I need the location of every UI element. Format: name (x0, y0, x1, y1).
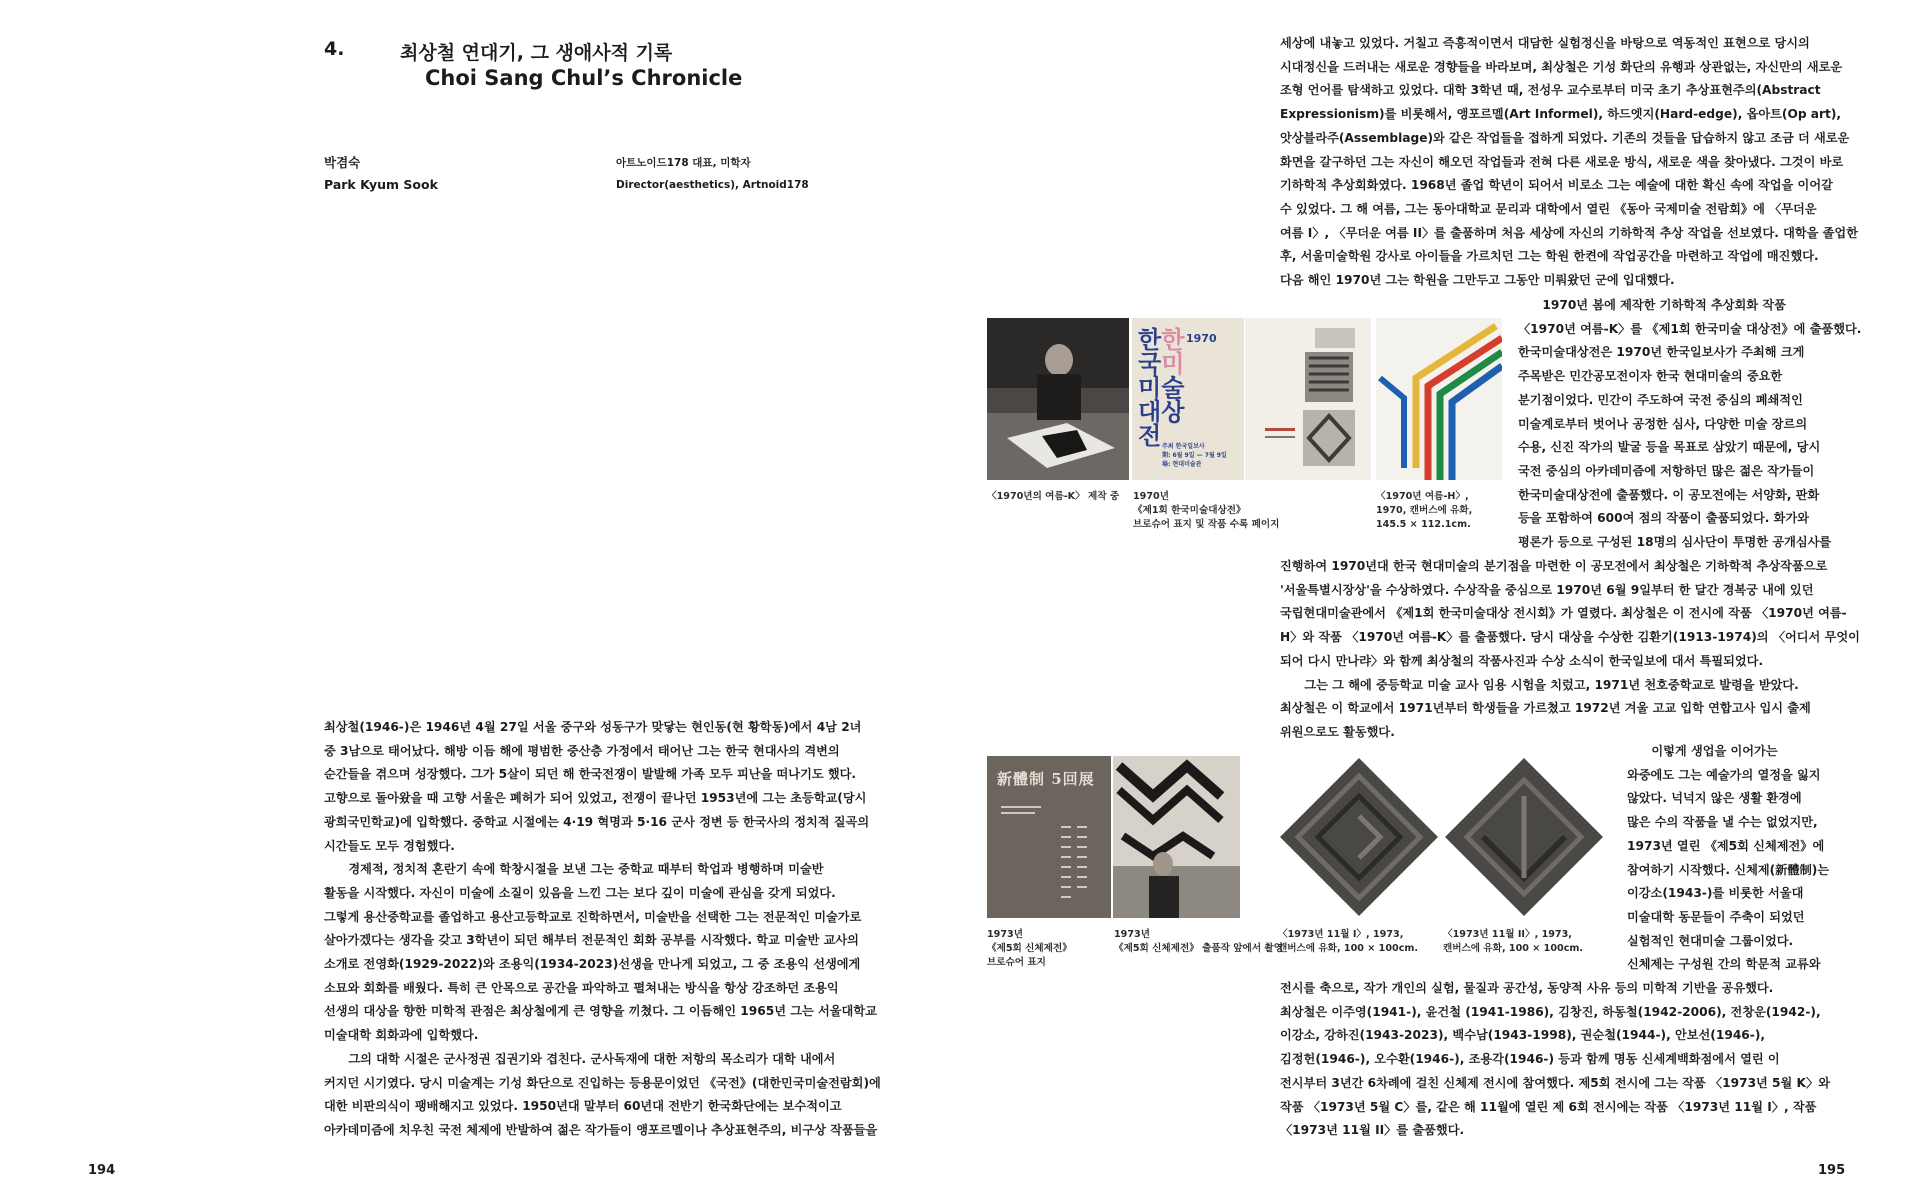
right-bottom-body-text: 전시를 축으로, 작가 개인의 실험, 물질과 공간성, 동양적 사유 등의 미학적 기반을 공유했다. 최상철은 이주영(1941-), 윤건철 (1941-1986), 김창진, 하동철(1942-2006), 전창운(1942-), 이강소, 강하진(1943-2023), 백수남(1943-1998), 권순철(1944-), 안보선(1946-), 김정헌(1946-), 오수환(1946-), 조용각(1946-) 등과 함께 명동 신세계백화점에서 열린 이 전시부터 3년간 6차례에 걸친 신체제 전시에 참여했다. 제5회 전시에 그는 작품 〈1973년 5월 K〉와 작품 〈1973년 5월 C〉를, 같은 해 11월에 열린 제 6회 전시에는 작품 〈1973년 11월 I〉, 작품 〈1973년 11월 II〉를 출품했다. (1280, 981, 1830, 1138)
artist-with-work-photo-1973 (1113, 756, 1240, 918)
author-name-ko: 박겸숙 (324, 155, 361, 170)
artwork-1970-summer-h (1376, 318, 1502, 480)
artwork-1973-november-1 (1278, 756, 1440, 918)
right-mid-wrap-text: 1970년 봄에 제작한 기하학적 추상회화 작품 〈1970년 여름-K〉를 《제1회 한국미술 대상전》에 출품했다. 한국미술대상전은 1970년 한국일보사가 주최해 크게 주목받은 민간공모전이자 한국 현대미술의 중요한 분기점이었다. 민간이 주도하여 국전 중심의 폐쇄적인 미술계로부터 벗어나 공정한 심사, 다양한 미술 장르의 수용, 신진 작가의 발굴 등을 목표로 삼았기 때문에, 당시 국전 중심의 아카데미즘에 저항하던 많은 젊은 작가들이 한국미술대상전에 출품했다. 이 공모전에는 서양화, 판화 등을 포함하여 600여 점의 작품이 출품되었다. 화가와 평론가 등으로 구성된 18명의 심사단이 투명한 공개심사를 (1518, 298, 1862, 550)
left-body-text: 최상철(1946-)은 1946년 4월 27일 서울 중구와 성동구가 맞닿는 현인동(현 황학동)에서 4남 2녀 중 3남으로 태어났다. 해방 이듬 해에 평범한 중산층 가정에서 태어난 그는 한국 현대사의 격변의 순간들을 겪으며 성장했다. 그가 5살이 되던 해 한국전쟁이 발발해 가족 모두 피난을 떠나기도 했다. 고향으로 돌아왔을 때 고향 서울은 폐허가 되어 있었고, 전쟁이 끝나던 1953년에 그는 초등학교(당시 광희국민학교)에 입학했다. 중학교 시절에는 4·19 혁명과 5·16 군사 정변 등 한국사의 정치적 질곡의 시간들도 모두 경험했다. 경제적, 정치적 혼란기 속에 학창시절을 보낸 그는 중학교 때부터 학업과 병행하며 미술반 활동을 시작했다. 자신이 미술에 소질이 있음을 느낀 그는 보다 깊이 미술에 관심을 갖게 되었다. 그렇게 용산중학교를 졸업하고 용산고등학교로 진학하면서, 미술반을 선택한 그는 전문적인 미술가로 살아가겠다는 생각을 갖고 3학년이 되던 해부터 전문적인 회화 공부를 시작했다. 학교 미술반 교사의 소개로 전영화(1929-2022)와 조용익(1934-2023)선생을 만나게 되었고, 그 중 조용익 선생에게 소묘와 회화를 배웠다. 특히 큰 안목으로 공간을 파악하고 펼쳐내는 방식을 항상 강조하던 조용익 선생의 대상을 향한 미학적 관점은 최상철에게 큰 영향을 끼쳤다. 그 이듬해인 1965년 그는 서울대학교 미술대학 회화과에 입학했다. 그의 대학 시절은 군사정권 집권기와 겹친다. 군사독재에 대한 저항의 목소리가 대학 내에서 커지던 시기였다. 당시 미술계는 기성 화단으로 진입하는 등용문이었던 《국전》(대한민국미술전람회)에 대한 비판의식이 팽배해지고 있었다. 1950년대 말부터 60년대 전반기 한국화단에는 보수적이고 아카데미즘에 치우친 국전 체제에 반발하여 젊은 작가들이 앵포르멜이나 추상표현주의, 비구상 작품들을 (324, 720, 881, 1137)
caption-brochure-1973: 1973년 《제5회 신체제전》 브로슈어 표지 (987, 929, 1072, 968)
right-top-body-text: 세상에 내놓고 있었다. 거칠고 즉흥적이면서 대담한 실험정신을 바탕으로 역동적인 표현으로 당시의 시대정신을 드러내는 새로운 경향들을 바라보며, 최상철은 기성 화단의 유행과 상관없는, 자신만의 새로운 조형 언어를 탐색하고 있었다. 대학 3학년 때, 전성우 교수로부터 미국 초기 추상표현주의(Abstract Expressionism)를 비롯해서, 앵포르멜(Art Informel), 하드엣지(Hard-edge), 옵아트(Op art), 앗상블라주(Assemblage)와 같은 작업들을 접하게 되었다. 기존의 것들을 답습하지 않고 조금 더 새로운 화면을 갈구하던 그는 자신이 해오던 작업들과 전혀 다른 새로운 방식, 새로운 색을 찾아냈다. 그것이 바로 기하학적 추상회화였다. 1968년 졸업 학년이 되어서 비로소 그는 예술에 대한 확신 속에 작업을 이어갈 수 있었다. 그 해 여름, 그는 동아대학교 문리과 대학에서 열린 《동아 국제미술 전람회》에 〈무더운 여름 I〉, 〈무더운 여름 II〉를 출품하며 처음 세상에 자신의 기하학적 추상 작업을 선보였다. 대학을 졸업한 후, 서울미술학원 강사로 아이들을 가르치던 그는 학원 한켠에 작업공간을 마련하고 작업에 매진했다. 다음 해인 1970년 그는 학원을 그만두고 그동안 미뤄왔던 군에 입대했다. (1280, 36, 1858, 288)
section-title-ko: 최상철 연대기, 그 생애사적 기록 (400, 42, 673, 64)
right-mid-body-text: 진행하여 1970년대 한국 현대미술의 분기점을 마련한 이 공모전에서 최상철은 기하학적 추상작품으로 '서울특별시장상'을 수상하였다. 수상작을 중심으로 1970년 6월 9일부터 한 달간 경복궁 내에 있던 국립현대미술관에서 《제1회 한국미술대상 전시회》가 열렸다. 최상철은 이 전시에 작품 〈1970년 여름- H〉와 작품 〈1970년 여름-K〉를 출품했다. 당시 대상을 수상한 김환기(1913-1974)의 〈어디서 무엇이 되어 다시 만나랴〉와 함께 최상철의 작품사진과 수상 소식이 한국일보에 대서 특필되었다. 그는 그 해에 중등학교 미술 교사 임용 시험을 치렀고, 1971년 천호중학교로 발령을 받았다. 최상철은 이 학교에서 1971년부터 학생들을 가르쳤고 1972년 겨울 고교 입학 연합고사 입시 출제 위원으로도 활동했다. (1280, 559, 1860, 739)
poster-korea-art-grand-prize-1970: 1970 한한 국미 미술 대상 전 주최 한국일보사 期: 6월 9일 — 7월 9일 場: 현대미술관 (1132, 318, 1244, 480)
section-number: 4. (324, 38, 345, 60)
caption-artwork-1973-nov-1: 〈1973년 11월 I〉, 1973, 캔버스에 유화, 100 × 100cm. (1278, 929, 1419, 954)
brochure-page-1970 (1245, 318, 1371, 480)
author-affiliation-ko: 아트노이드178 대표, 미학자 (616, 157, 751, 169)
page-number-right: 195 (1818, 1163, 1846, 1178)
artist-photo-1970 (987, 318, 1129, 480)
caption-artwork-1973-nov-2: 〈1973년 11월 II〉, 1973, 캔버스에 유화, 100 × 100cm. (1443, 929, 1584, 954)
right-bottom-wrap-text: 이렇게 생업을 이어가는 와중에도 그는 예술가의 열정을 잃지 않았다. 넉넉지 않은 생활 환경에 많은 수의 작품을 낼 수는 없었지만, 1973년 열린 《제5회 신체제전》에 참여하기 시작했다. 신체제(新體制)는 이강소(1943-)를 비롯한 서울대 미술대학 동문들이 주축이 되었던 실험적인 현대미술 그룹이었다. 신체제는 구성원 간의 학문적 교류와 (1627, 744, 1830, 972)
section-title-en: Choi Sang Chul’s Chronicle (425, 66, 743, 90)
caption-artwork-1970-h: 〈1970년 여름-H〉, 1970, 캔버스에 유화, 145.5 × 112.1cm. (1376, 491, 1473, 530)
caption-photo-1973: 1973년 《제5회 신체제전》 출품작 앞에서 촬영 (1114, 929, 1283, 954)
caption-poster-1970: 1970년 《제1회 한국미술대상전》 브로슈어 표지 및 작품 수록 페이지 (1133, 491, 1280, 530)
author-affiliation-en: Director(aesthetics), Artnoid178 (616, 179, 809, 191)
page-number-left: 194 (88, 1163, 116, 1178)
brochure-cover-1973: 新體制 5回展 (987, 756, 1111, 918)
author-name-en: Park Kyum Sook (324, 177, 438, 192)
caption-artist-photo: 〈1970년의 여름-K〉 제작 중 (987, 491, 1120, 502)
artwork-1973-november-2 (1443, 756, 1605, 918)
